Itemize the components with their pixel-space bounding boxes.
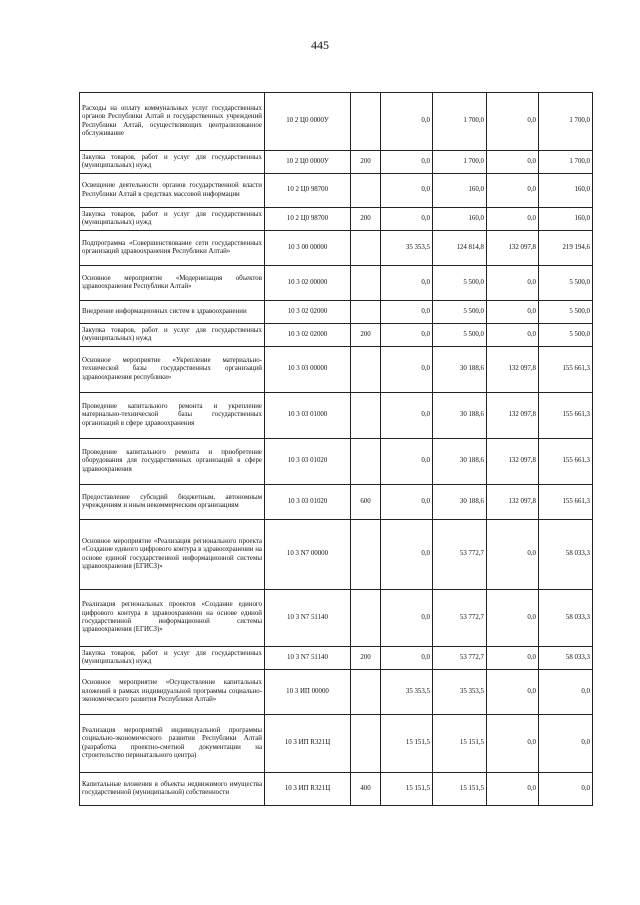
expense-type-code: 600 bbox=[351, 485, 381, 520]
amount-col-1: 0,0 bbox=[381, 266, 433, 301]
table-row bbox=[80, 208, 593, 231]
amount-col-1: 0,0 bbox=[381, 151, 433, 174]
amount-col-1: 0,0 bbox=[381, 174, 433, 208]
amount-col-2: 15 151,5 bbox=[433, 715, 487, 773]
amount-col-4: 155 661,3 bbox=[539, 439, 593, 485]
expense-type-code bbox=[351, 93, 381, 151]
budget-table bbox=[79, 92, 593, 806]
target-article-code: 10 3 02 02000 bbox=[265, 324, 351, 347]
table-body bbox=[80, 93, 593, 806]
expense-type-code: 200 bbox=[351, 647, 381, 670]
table-row bbox=[80, 151, 593, 174]
amount-col-4: 155 661,3 bbox=[539, 485, 593, 520]
amount-col-2: 160,0 bbox=[433, 174, 487, 208]
amount-col-2: 1 700,0 bbox=[433, 151, 487, 174]
expense-type-code: 200 bbox=[351, 324, 381, 347]
table-row bbox=[80, 393, 593, 439]
amount-col-1: 0,0 bbox=[381, 520, 433, 590]
amount-col-1: 15 151,5 bbox=[381, 715, 433, 773]
amount-col-4: 155 661,3 bbox=[539, 347, 593, 393]
amount-col-3: 0,0 bbox=[487, 773, 539, 806]
row-name: Внедрение информационных систем в здравоохранении bbox=[80, 301, 265, 324]
table-row bbox=[80, 301, 593, 324]
expense-type-code bbox=[351, 231, 381, 266]
amount-col-3: 0,0 bbox=[487, 174, 539, 208]
amount-col-1: 0,0 bbox=[381, 590, 433, 647]
amount-col-2: 30 188,6 bbox=[433, 393, 487, 439]
row-name: Реализация мероприятий индивидуальной программы социально-экономического развития Республики Алтай (разработка проектно-сметной документации на строительство перинатального центра) bbox=[80, 715, 265, 773]
amount-col-2: 15 151,5 bbox=[433, 773, 487, 806]
table-row bbox=[80, 485, 593, 520]
expense-type-code bbox=[351, 520, 381, 590]
table-row bbox=[80, 439, 593, 485]
expense-type-code: 200 bbox=[351, 208, 381, 231]
table-row bbox=[80, 93, 593, 151]
amount-col-4: 160,0 bbox=[539, 208, 593, 231]
row-name: Проведение капитального ремонта и приобретение оборудования для государственных организаций в сфере здравоохранения bbox=[80, 439, 265, 485]
table-row bbox=[80, 231, 593, 266]
row-name: Закупка товаров, работ и услуг для государственных (муниципальных) нужд bbox=[80, 324, 265, 347]
page-number: 445 bbox=[311, 38, 329, 52]
amount-col-4: 0,0 bbox=[539, 773, 593, 806]
row-name: Подпрограмма «Совершенствование сети государственных организаций здравоохранения Республики Алтай» bbox=[80, 231, 265, 266]
expense-type-code bbox=[351, 715, 381, 773]
amount-col-1: 0,0 bbox=[381, 439, 433, 485]
target-article-code: 10 3 ИП 00000 bbox=[265, 670, 351, 715]
target-article-code: 10 3 00 00000 bbox=[265, 231, 351, 266]
row-name: Основное мероприятие «Осуществление капитальных вложений в рамках индивидуальной программы социально-экономического развития Республики Алтай» bbox=[80, 670, 265, 715]
amount-col-3: 132 097,8 bbox=[487, 231, 539, 266]
amount-col-3: 0,0 bbox=[487, 151, 539, 174]
amount-col-3: 0,0 bbox=[487, 590, 539, 647]
amount-col-1: 0,0 bbox=[381, 301, 433, 324]
expense-type-code bbox=[351, 393, 381, 439]
amount-col-2: 5 500,0 bbox=[433, 301, 487, 324]
amount-col-2: 5 500,0 bbox=[433, 324, 487, 347]
target-article-code: 10 3 N7 51140 bbox=[265, 590, 351, 647]
amount-col-2: 53 772,7 bbox=[433, 647, 487, 670]
expense-type-code bbox=[351, 670, 381, 715]
amount-col-3: 132 097,8 bbox=[487, 485, 539, 520]
amount-col-3: 0,0 bbox=[487, 715, 539, 773]
expense-type-code bbox=[351, 590, 381, 647]
amount-col-4: 160,0 bbox=[539, 174, 593, 208]
amount-col-4: 1 700,0 bbox=[539, 93, 593, 151]
amount-col-1: 0,0 bbox=[381, 93, 433, 151]
target-article-code: 10 3 ИП R321Ц bbox=[265, 715, 351, 773]
row-name: Предоставление субсидий бюджетным, автономным учреждениям и иным некоммерческим организациям bbox=[80, 485, 265, 520]
amount-col-1: 0,0 bbox=[381, 324, 433, 347]
table-row bbox=[80, 647, 593, 670]
amount-col-2: 160,0 bbox=[433, 208, 487, 231]
row-name: Реализация региональных проектов «Создание единого цифрового контура в здравоохранении на основе единой государственной информационной системы здравоохранения (ЕГИСЗ)» bbox=[80, 590, 265, 647]
amount-col-1: 35 353,5 bbox=[381, 670, 433, 715]
amount-col-3: 0,0 bbox=[487, 647, 539, 670]
row-name: Закупка товаров, работ и услуг для государственных (муниципальных) нужд bbox=[80, 151, 265, 174]
amount-col-3: 0,0 bbox=[487, 266, 539, 301]
expense-type-code bbox=[351, 174, 381, 208]
amount-col-4: 0,0 bbox=[539, 670, 593, 715]
target-article-code: 10 2 Ц0 0000У bbox=[265, 151, 351, 174]
table-row bbox=[80, 670, 593, 715]
row-name: Проведение капитального ремонта и укрепление материально-технической базы государственных организаций в сфере здравоохранения bbox=[80, 393, 265, 439]
table-row bbox=[80, 347, 593, 393]
target-article-code: 10 3 03 01020 bbox=[265, 485, 351, 520]
row-name: Освещение деятельности органов государственной власти Республики Алтай в средствах массовой информации bbox=[80, 174, 265, 208]
amount-col-2: 5 500,0 bbox=[433, 266, 487, 301]
amount-col-1: 15 151,5 bbox=[381, 773, 433, 806]
amount-col-2: 30 188,6 bbox=[433, 485, 487, 520]
amount-col-3: 0,0 bbox=[487, 520, 539, 590]
target-article-code: 10 3 N7 00000 bbox=[265, 520, 351, 590]
target-article-code: 10 3 N7 51140 bbox=[265, 647, 351, 670]
amount-col-1: 0,0 bbox=[381, 647, 433, 670]
row-name: Закупка товаров, работ и услуг для государственных (муниципальных) нужд bbox=[80, 208, 265, 231]
row-name: Расходы на оплату коммунальных услуг государственных органов Республики Алтай и государственных учреждений Республики Алтай, осуществляющих централизованное обслуживание bbox=[80, 93, 265, 151]
amount-col-4: 0,0 bbox=[539, 715, 593, 773]
amount-col-4: 1 700,0 bbox=[539, 151, 593, 174]
target-article-code: 10 3 02 00000 bbox=[265, 266, 351, 301]
row-name: Основное мероприятие «Реализация регионального проекта «Создание единого цифрового контура в здравоохранении на основе единой государственной информационной системы здравоохранения (ЕГИСЗ)» bbox=[80, 520, 265, 590]
amount-col-4: 5 500,0 bbox=[539, 324, 593, 347]
amount-col-2: 30 188,6 bbox=[433, 439, 487, 485]
amount-col-4: 58 033,3 bbox=[539, 647, 593, 670]
target-article-code: 10 3 03 01020 bbox=[265, 439, 351, 485]
amount-col-2: 53 772,7 bbox=[433, 520, 487, 590]
expense-type-code bbox=[351, 439, 381, 485]
target-article-code: 10 3 02 02000 bbox=[265, 301, 351, 324]
amount-col-3: 132 097,8 bbox=[487, 439, 539, 485]
table-row bbox=[80, 324, 593, 347]
target-article-code: 10 2 Ц0 98700 bbox=[265, 174, 351, 208]
amount-col-4: 58 033,3 bbox=[539, 590, 593, 647]
expense-type-code bbox=[351, 301, 381, 324]
table-row bbox=[80, 773, 593, 806]
row-name: Капитальные вложения в объекты недвижимого имущества государственной (муниципальной) собственности bbox=[80, 773, 265, 806]
expense-type-code bbox=[351, 266, 381, 301]
amount-col-4: 155 661,3 bbox=[539, 393, 593, 439]
expense-type-code: 200 bbox=[351, 151, 381, 174]
amount-col-1: 0,0 bbox=[381, 208, 433, 231]
expense-type-code bbox=[351, 347, 381, 393]
amount-col-1: 0,0 bbox=[381, 347, 433, 393]
amount-col-2: 30 188,6 bbox=[433, 347, 487, 393]
amount-col-4: 5 500,0 bbox=[539, 301, 593, 324]
table-row bbox=[80, 266, 593, 301]
row-name: Основное мероприятие «Модернизация объектов здравоохранения Республики Алтай» bbox=[80, 266, 265, 301]
row-name: Закупка товаров, работ и услуг для государственных (муниципальных) нужд bbox=[80, 647, 265, 670]
table-row bbox=[80, 520, 593, 590]
amount-col-3: 132 097,8 bbox=[487, 347, 539, 393]
target-article-code: 10 3 ИП R321Ц bbox=[265, 773, 351, 806]
table-row bbox=[80, 590, 593, 647]
target-article-code: 10 2 Ц0 98700 bbox=[265, 208, 351, 231]
amount-col-3: 0,0 bbox=[487, 324, 539, 347]
amount-col-4: 58 033,3 bbox=[539, 520, 593, 590]
row-name: Основное мероприятие «Укрепление материально-технической базы государственных организаций здравоохранения республики» bbox=[80, 347, 265, 393]
target-article-code: 10 3 03 01000 bbox=[265, 393, 351, 439]
amount-col-2: 35 353,5 bbox=[433, 670, 487, 715]
expense-type-code: 400 bbox=[351, 773, 381, 806]
target-article-code: 10 2 Ц0 0000У bbox=[265, 93, 351, 151]
amount-col-1: 0,0 bbox=[381, 393, 433, 439]
amount-col-3: 0,0 bbox=[487, 208, 539, 231]
amount-col-3: 0,0 bbox=[487, 301, 539, 324]
amount-col-4: 5 500,0 bbox=[539, 266, 593, 301]
amount-col-4: 219 194,6 bbox=[539, 231, 593, 266]
table-row bbox=[80, 715, 593, 773]
amount-col-2: 1 700,0 bbox=[433, 93, 487, 151]
amount-col-3: 0,0 bbox=[487, 93, 539, 151]
target-article-code: 10 3 03 00000 bbox=[265, 347, 351, 393]
amount-col-1: 35 353,5 bbox=[381, 231, 433, 266]
amount-col-2: 53 772,7 bbox=[433, 590, 487, 647]
amount-col-1: 0,0 bbox=[381, 485, 433, 520]
table-row bbox=[80, 174, 593, 208]
amount-col-3: 132 097,8 bbox=[487, 393, 539, 439]
amount-col-3: 0,0 bbox=[487, 670, 539, 715]
amount-col-2: 124 814,8 bbox=[433, 231, 487, 266]
